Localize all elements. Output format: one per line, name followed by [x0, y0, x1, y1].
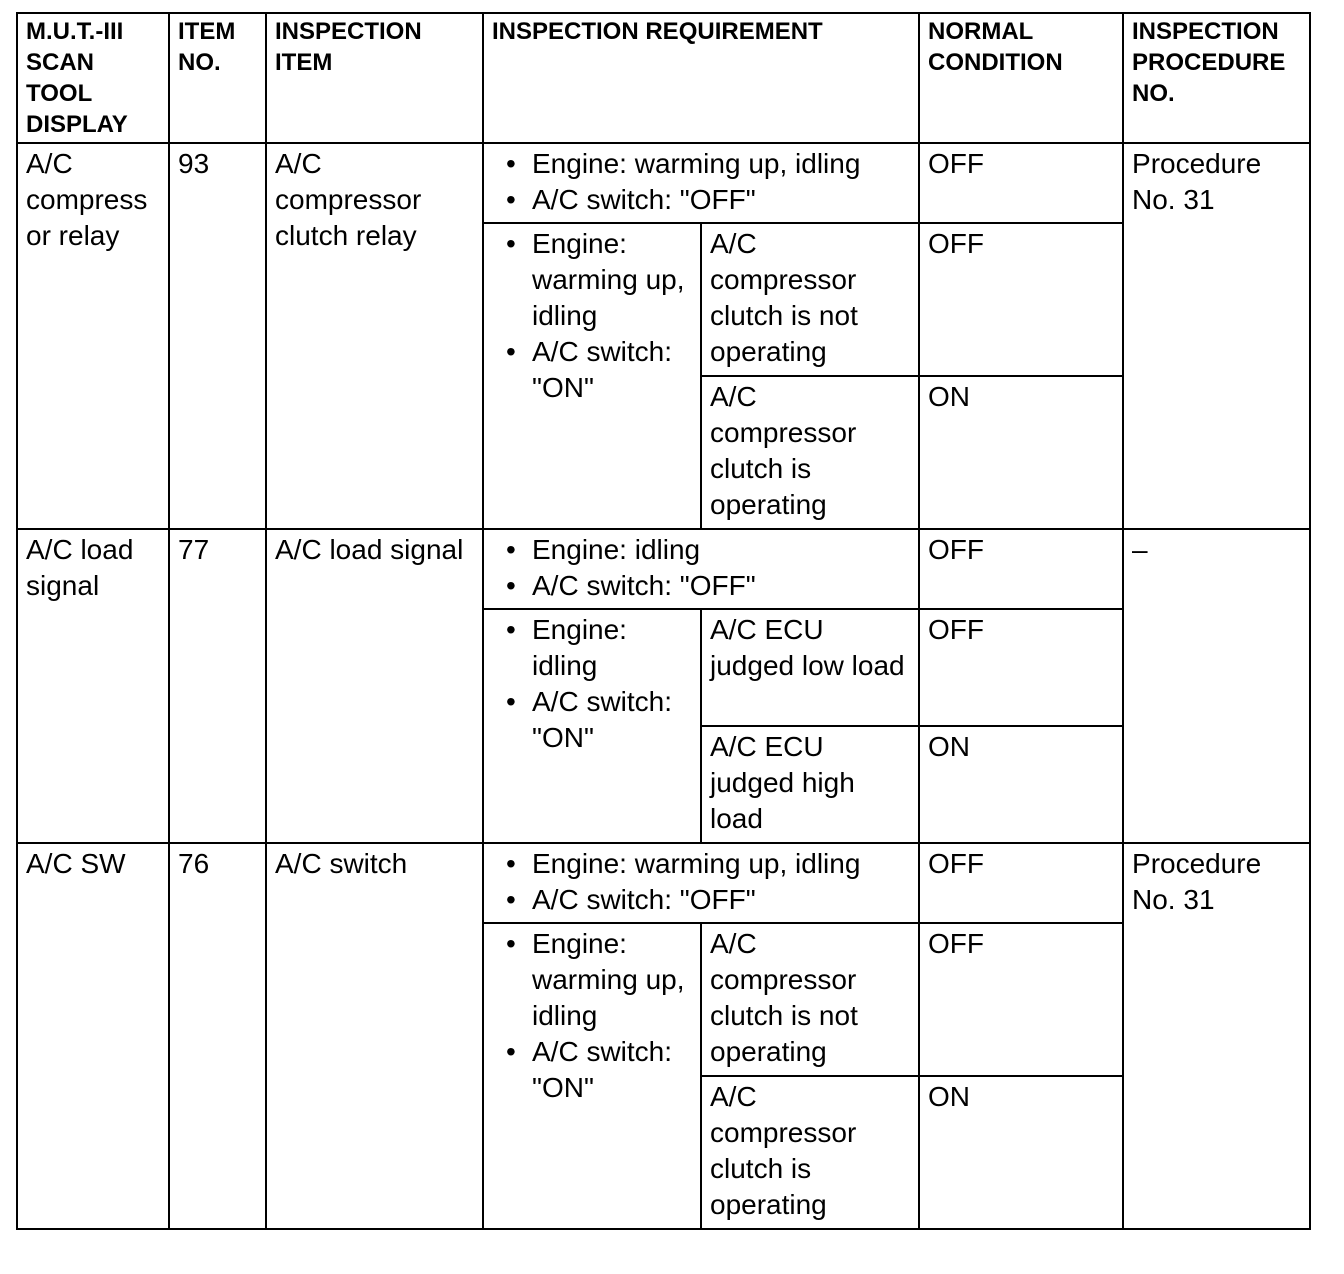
list-item: • Engine: warming up, idling — [532, 146, 910, 182]
cell-sub-requirement: A/C ECU judged low load — [701, 609, 919, 726]
requirement-list — [492, 226, 692, 406]
cell-normal-condition: OFF — [919, 529, 1123, 609]
cell-inspection-item: A/C load signal — [266, 529, 483, 843]
cell-normal-condition: OFF — [919, 609, 1123, 726]
cell-procedure-no: Procedure No. 31 — [1123, 143, 1310, 529]
header-scan-tool-display: M.U.T.-III SCAN TOOL DISPLAY — [17, 13, 169, 143]
cell-requirement — [483, 529, 919, 609]
requirement-list — [492, 846, 910, 918]
table-row — [17, 529, 1310, 609]
requirement-list — [492, 532, 910, 604]
inspection-table — [16, 12, 1311, 1230]
requirement-list — [492, 146, 910, 218]
cell-normal-condition: ON — [919, 1076, 1123, 1229]
header-inspection-requirement: INSPECTION REQUIREMENT — [483, 13, 919, 143]
list-item: • A/C switch: "ON" — [532, 334, 692, 406]
cell-procedure-no: – — [1123, 529, 1310, 843]
cell-sub-requirement: A/C compressor clutch is not operating — [701, 923, 919, 1076]
header-item-no: ITEM NO. — [169, 13, 266, 143]
list-item: • Engine: idling — [532, 532, 910, 568]
table-wrapper — [16, 12, 1311, 1230]
cell-normal-condition: OFF — [919, 843, 1123, 923]
header-row — [17, 13, 1310, 143]
table-row — [17, 143, 1310, 223]
cell-item-no: 93 — [169, 143, 266, 529]
cell-sub-requirement: A/C ECU judged high load — [701, 726, 919, 843]
cell-item-no: 76 — [169, 843, 266, 1229]
table-row — [17, 843, 1310, 923]
list-item: • Engine: warming up, idling — [532, 846, 910, 882]
list-item: • A/C switch: "OFF" — [532, 182, 910, 218]
cell-inspection-item: A/C switch — [266, 843, 483, 1229]
cell-sub-requirement: A/C compressor clutch is operating — [701, 1076, 919, 1229]
cell-requirement — [483, 609, 701, 843]
cell-normal-condition: ON — [919, 376, 1123, 529]
list-item: • Engine: warming up, idling — [532, 926, 692, 1034]
cell-requirement — [483, 843, 919, 923]
header-normal-condition: NORMAL CONDITION — [919, 13, 1123, 143]
header-inspection-item: INSPECTION ITEM — [266, 13, 483, 143]
list-item: • Engine: idling — [532, 612, 692, 684]
list-item: • A/C switch: "ON" — [532, 684, 692, 756]
cell-requirement — [483, 143, 919, 223]
list-item: • Engine: warming up, idling — [532, 226, 692, 334]
list-item: • A/C switch: "OFF" — [532, 568, 910, 604]
cell-inspection-item: A/C compressor clutch relay — [266, 143, 483, 529]
cell-requirement — [483, 923, 701, 1229]
cell-item-no: 77 — [169, 529, 266, 843]
requirement-list — [492, 612, 692, 756]
cell-normal-condition: OFF — [919, 923, 1123, 1076]
cell-display: A/C compress or relay — [17, 143, 169, 529]
list-item: • A/C switch: "ON" — [532, 1034, 692, 1106]
cell-requirement — [483, 223, 701, 529]
cell-procedure-no: Procedure No. 31 — [1123, 843, 1310, 1229]
header-procedure-no: INSPECTION PROCEDURE NO. — [1123, 13, 1310, 143]
cell-normal-condition: OFF — [919, 223, 1123, 376]
list-item: • A/C switch: "OFF" — [532, 882, 910, 918]
cell-normal-condition: OFF — [919, 143, 1123, 223]
cell-normal-condition: ON — [919, 726, 1123, 843]
cell-sub-requirement: A/C compressor clutch is not operating — [701, 223, 919, 376]
requirement-list — [492, 926, 692, 1106]
cell-display: A/C SW — [17, 843, 169, 1229]
cell-sub-requirement: A/C compressor clutch is operating — [701, 376, 919, 529]
cell-display: A/C load signal — [17, 529, 169, 843]
